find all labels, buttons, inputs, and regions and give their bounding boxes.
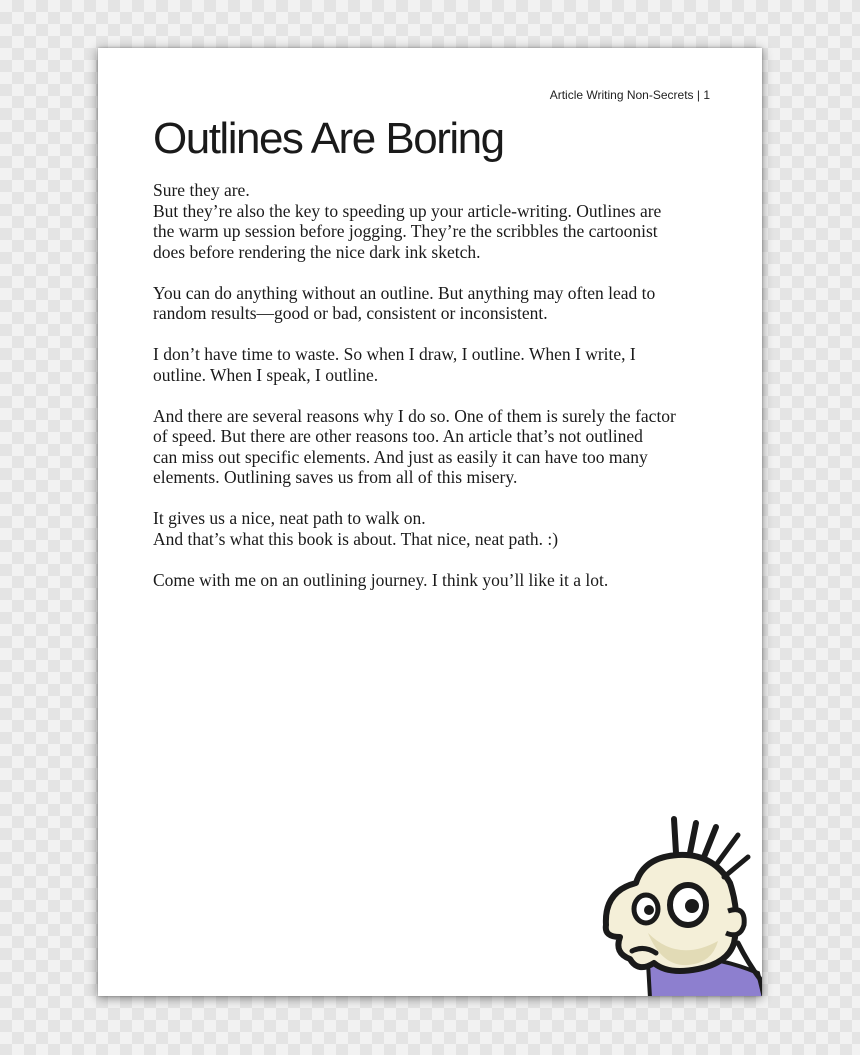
paragraph <box>153 283 713 324</box>
text-line: random results—good or bad, consistent or inconsistent. <box>153 303 548 323</box>
paragraph <box>153 180 713 262</box>
document-page <box>98 48 762 996</box>
paragraph <box>153 508 713 549</box>
body-text <box>153 180 713 611</box>
text-line: It gives us a nice, neat path to walk on. <box>153 508 426 528</box>
text-line: You can do anything without an outline. But anything may often lead to <box>153 282 656 303</box>
running-header: Article Writing Non-Secrets | 1 <box>549 88 710 102</box>
text-line: can miss out specific elements. And just as easily it can have too many <box>153 446 648 467</box>
text-line: And that’s what this book is about. That nice, neat path. :) <box>153 528 559 549</box>
text-line: Sure they are. <box>153 180 250 200</box>
text-line: elements. Outlining saves us from all of this misery. <box>153 467 518 487</box>
text-line: of speed. But there are other reasons too. An article that’s not outlined <box>153 426 643 446</box>
cartoon-character-icon <box>588 813 762 996</box>
paragraph <box>153 344 713 385</box>
paragraph <box>153 406 713 488</box>
text-line: outline. When I speak, I outline. <box>153 364 379 385</box>
text-line: Come with me on an outlining journey. I think you’ll like it a lot. <box>153 569 609 590</box>
paragraph <box>153 570 713 591</box>
text-line: But they’re also the key to speeding up your article-writing. Outlines are <box>153 200 662 221</box>
text-line: does before rendering the nice dark ink sketch. <box>153 241 481 262</box>
text-line: I don’t have time to waste. So when I draw, I outline. When I write, I <box>153 344 636 364</box>
text-line: the warm up session before jogging. They’re the scribbles the cartoonist <box>153 221 658 241</box>
page-title: Outlines Are Boring <box>153 114 504 163</box>
text-line: And there are several reasons why I do so. One of them is surely the factor <box>153 405 676 426</box>
